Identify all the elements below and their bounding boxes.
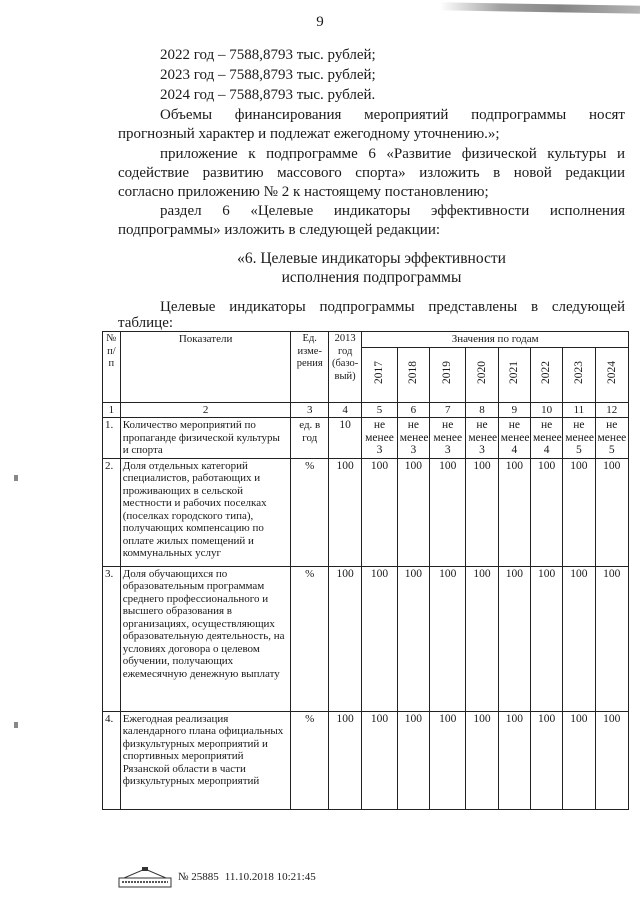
registration-footer bbox=[118, 866, 316, 888]
column-number: 12 bbox=[595, 402, 628, 418]
indicators-table bbox=[102, 331, 629, 810]
year-value: не менее 4 bbox=[498, 418, 530, 459]
year-value: 100 bbox=[530, 566, 562, 711]
header-unit: Ед. изме-рения bbox=[291, 332, 328, 403]
year-value: не менее 4 bbox=[530, 418, 562, 459]
column-number: 9 bbox=[498, 402, 530, 418]
section-heading-line2: исполнения подпрограммы bbox=[281, 269, 462, 286]
table-intro-line1: Целевые индикаторы подпрограммы представлены в следующей bbox=[160, 299, 625, 315]
year-value: 100 bbox=[498, 566, 530, 711]
year-value: 100 bbox=[429, 711, 465, 809]
table-header-row bbox=[103, 332, 629, 348]
year-header bbox=[362, 347, 397, 402]
indicator-unit: % bbox=[291, 458, 328, 566]
year-header bbox=[466, 347, 498, 402]
column-number: 3 bbox=[291, 402, 328, 418]
year-value: 100 bbox=[530, 458, 562, 566]
year-value: не менее 3 bbox=[397, 418, 429, 459]
year-value: 100 bbox=[397, 458, 429, 566]
paragraph-section-line1: раздел 6 «Целевые индикаторы эффективности исполнения bbox=[160, 203, 625, 219]
year-header bbox=[429, 347, 465, 402]
year-value: 100 bbox=[595, 458, 628, 566]
year-value: 100 bbox=[563, 711, 595, 809]
funding-2022: 2022 год – 7588,8793 тыс. рублей; bbox=[160, 47, 376, 63]
header-indicator: Показатели bbox=[120, 332, 291, 403]
column-number: 2 bbox=[120, 402, 291, 418]
year-value: 100 bbox=[397, 711, 429, 809]
year-header bbox=[397, 347, 429, 402]
year-value: не менее 3 bbox=[429, 418, 465, 459]
column-number-row bbox=[103, 402, 629, 418]
document-number: № 25885 bbox=[178, 871, 219, 883]
funding-2023: 2023 год – 7588,8793 тыс. рублей; bbox=[160, 67, 376, 83]
column-number: 5 bbox=[362, 402, 397, 418]
year-label: 2024 bbox=[605, 361, 618, 385]
table-row bbox=[103, 418, 629, 459]
year-value: не менее 5 bbox=[563, 418, 595, 459]
paragraph-funding-note-line1: Объемы финансирования мероприятий подпрограммы носят bbox=[160, 107, 625, 123]
row-number: 1. bbox=[103, 418, 121, 459]
year-value: 100 bbox=[498, 711, 530, 809]
year-header bbox=[563, 347, 595, 402]
indicator-name: Доля обучающихся по образовательным программам среднего профессионального и высшего образования в организациях, осуществляющих образовательную деятельность, на условиях договора о целевом обучении, получающих ежемесячную денежную выплату bbox=[120, 566, 291, 711]
year-value: не менее 3 bbox=[466, 418, 498, 459]
year-label: 2017 bbox=[373, 361, 386, 385]
year-value: 100 bbox=[362, 566, 397, 711]
indicator-name: Количество мероприятий по пропаганде физической культуры и спорта bbox=[120, 418, 291, 459]
year-value: 100 bbox=[595, 711, 628, 809]
column-number: 11 bbox=[563, 402, 595, 418]
column-number: 10 bbox=[530, 402, 562, 418]
column-number: 4 bbox=[328, 402, 361, 418]
year-value: 100 bbox=[429, 458, 465, 566]
year-value: 100 bbox=[563, 458, 595, 566]
year-value: 100 bbox=[530, 711, 562, 809]
indicator-unit: % bbox=[291, 711, 328, 809]
column-number: 6 bbox=[397, 402, 429, 418]
column-number: 1 bbox=[103, 402, 121, 418]
header-base-year: 2013 год (базо-вый) bbox=[328, 332, 361, 403]
year-value: 100 bbox=[429, 566, 465, 711]
year-value: 100 bbox=[466, 566, 498, 711]
scan-mark bbox=[14, 722, 18, 728]
indicator-unit: ед. в год bbox=[291, 418, 328, 459]
column-number: 7 bbox=[429, 402, 465, 418]
year-value: 100 bbox=[397, 566, 429, 711]
table-intro-line2: таблице: bbox=[118, 315, 174, 331]
paragraph-appendix-line3: согласно приложению № 2 к настоящему постановлению; bbox=[118, 184, 489, 200]
paragraph-appendix-line1: приложение к подпрограмме 6 «Развитие физической культуры и bbox=[160, 146, 625, 162]
row-number: 4. bbox=[103, 711, 121, 809]
base-year-value: 100 bbox=[328, 458, 361, 566]
section-heading-line1: «6. Целевые индикаторы эффективности bbox=[237, 250, 506, 267]
base-year-value: 10 bbox=[328, 418, 361, 459]
indicator-unit: % bbox=[291, 566, 328, 711]
year-value: 100 bbox=[466, 711, 498, 809]
year-value: 100 bbox=[498, 458, 530, 566]
row-number: 3. bbox=[103, 566, 121, 711]
page-number: 9 bbox=[316, 14, 324, 30]
paragraph-appendix-line2: содействие развитию массового спорта» изложить в новой редакции bbox=[118, 165, 625, 181]
scan-mark bbox=[14, 475, 18, 481]
year-header bbox=[498, 347, 530, 402]
column-number: 8 bbox=[466, 402, 498, 418]
table-row bbox=[103, 458, 629, 566]
scan-artifact bbox=[440, 2, 640, 13]
year-value: 100 bbox=[466, 458, 498, 566]
header-values-by-year: Значения по годам bbox=[362, 332, 629, 348]
table-row bbox=[103, 711, 629, 809]
indicator-name: Ежегодная реализация календарного плана официальных физкультурных мероприятий и спортивных мероприятий Рязанской области в части физкультурных мероприятий bbox=[120, 711, 291, 809]
year-value: 100 bbox=[563, 566, 595, 711]
year-value: 100 bbox=[595, 566, 628, 711]
registry-stamp-icon bbox=[118, 866, 172, 888]
year-label: 2023 bbox=[572, 361, 585, 385]
base-year-value: 100 bbox=[328, 711, 361, 809]
year-label: 2019 bbox=[441, 361, 454, 385]
year-label: 2022 bbox=[540, 361, 553, 385]
year-value: не менее 5 bbox=[595, 418, 628, 459]
row-number: 2. bbox=[103, 458, 121, 566]
table-row bbox=[103, 566, 629, 711]
header-num: № п/п bbox=[103, 332, 121, 403]
indicator-name: Доля отдельных категорий специалистов, работающих и проживающих в сельской местности и рабочих поселках (поселках городского типа), получающих компенсацию по оплате жилых помещений и коммунальных услуг bbox=[120, 458, 291, 566]
year-header bbox=[530, 347, 562, 402]
year-value: 100 bbox=[362, 458, 397, 566]
year-label: 2021 bbox=[508, 361, 521, 385]
document-datetime: 11.10.2018 10:21:45 bbox=[224, 871, 316, 883]
funding-2024: 2024 год – 7588,8793 тыс. рублей. bbox=[160, 87, 376, 103]
year-header bbox=[595, 347, 628, 402]
paragraph-funding-note-line2: прогнозный характер и подлежат ежегодному уточнению.»; bbox=[118, 126, 500, 142]
paragraph-section-line2: подпрограммы» изложить в следующей редакции: bbox=[118, 222, 441, 238]
base-year-value: 100 bbox=[328, 566, 361, 711]
year-value: не менее 3 bbox=[362, 418, 397, 459]
year-label: 2020 bbox=[475, 361, 488, 385]
year-value: 100 bbox=[362, 711, 397, 809]
year-label: 2018 bbox=[407, 361, 420, 385]
